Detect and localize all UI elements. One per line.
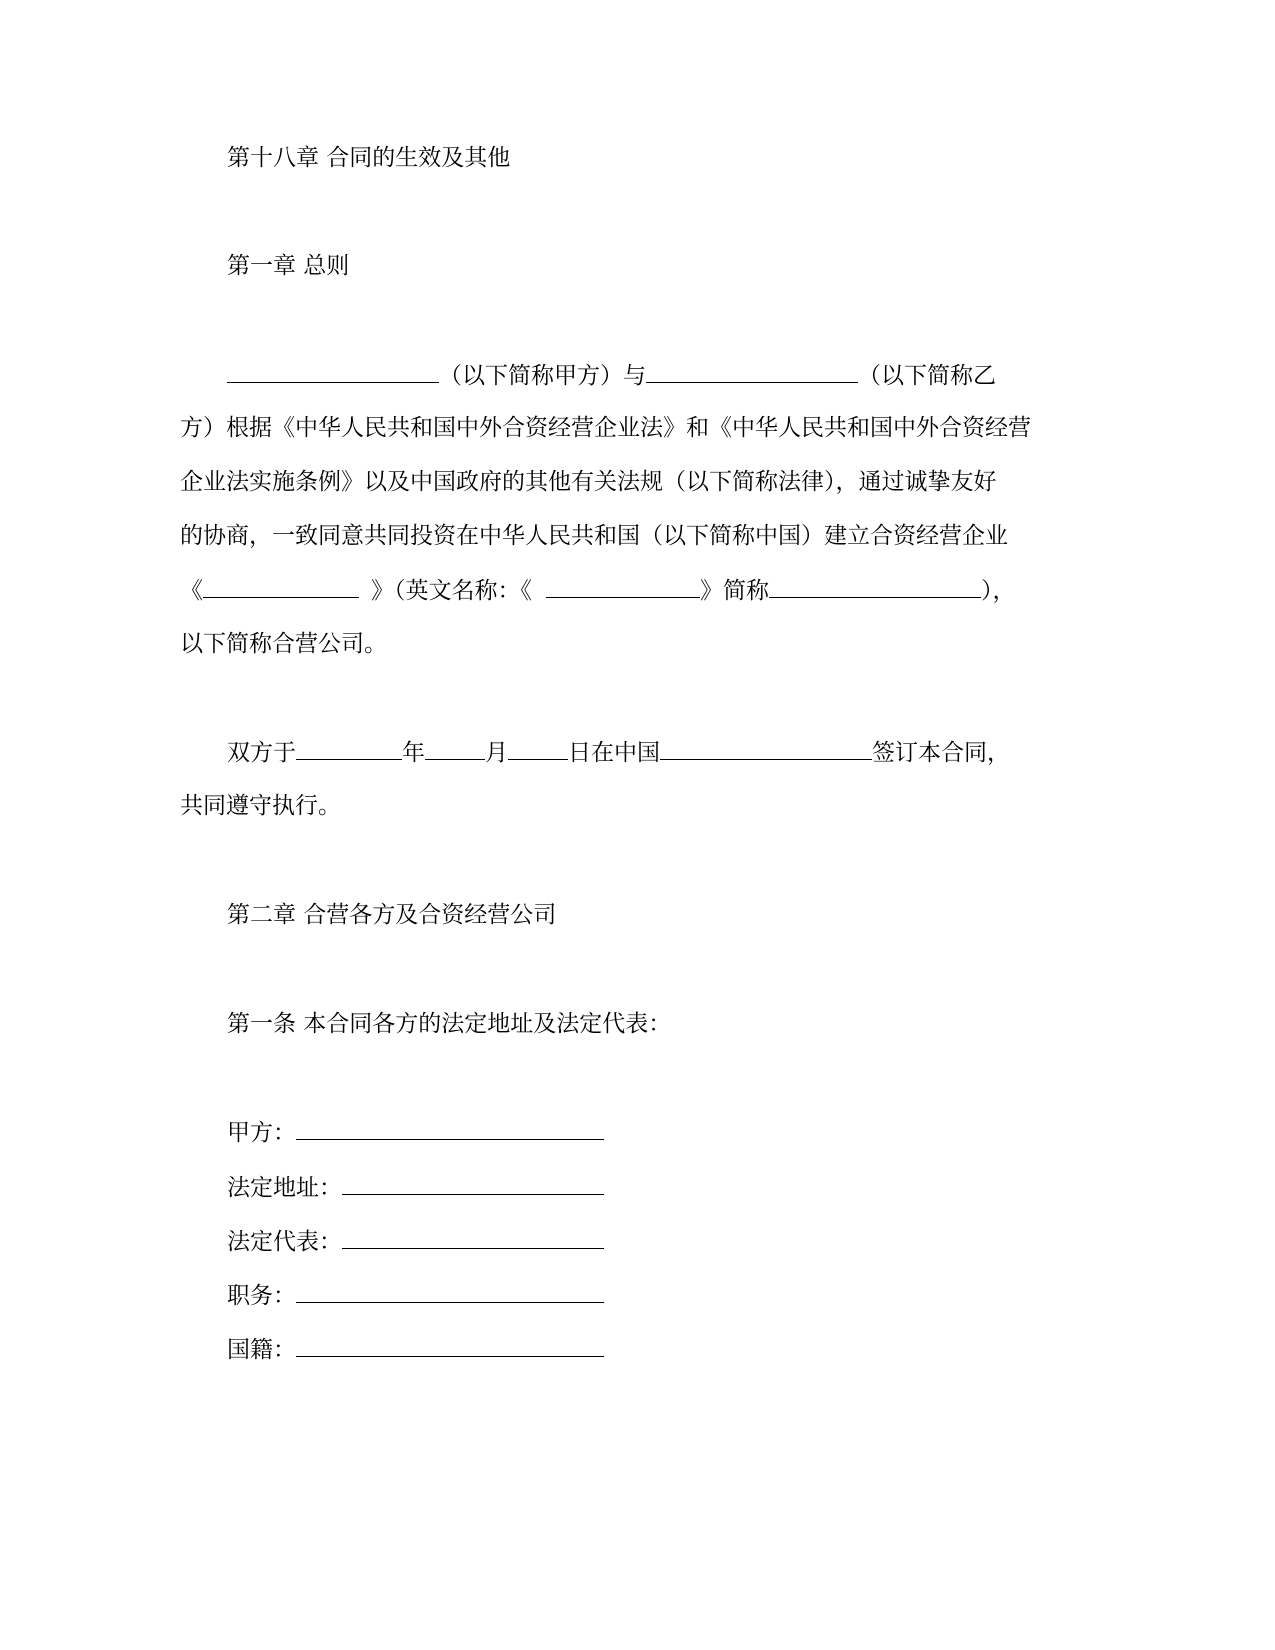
company-chinese-name-blank[interactable] bbox=[203, 575, 359, 598]
text-fragment: 月 bbox=[485, 740, 508, 766]
legal-rep-blank[interactable] bbox=[342, 1226, 604, 1249]
field-label: 甲方： bbox=[227, 1120, 296, 1146]
chapter-1-heading: 第一章 总则 bbox=[227, 253, 350, 279]
paragraph-parties-line-6: 以下简称合营公司。 bbox=[180, 631, 387, 657]
field-label: 国籍： bbox=[227, 1337, 296, 1363]
nationality-blank[interactable] bbox=[296, 1334, 604, 1357]
paragraph-parties-line-3: 企业法实施条例》以及中国政府的其他有关法规（以下简称法律），通过诚挚友好 bbox=[180, 469, 997, 495]
text-fragment: 《 bbox=[180, 578, 203, 604]
paragraph-parties-line-2: 方）根据《中华人民共和国中外合资经营企业法》和《中华人民共和国中外合资经营 bbox=[180, 415, 1031, 441]
field-position bbox=[227, 1280, 604, 1310]
text-fragment: 》简称 bbox=[700, 578, 769, 604]
paragraph-parties-line-1 bbox=[227, 360, 996, 390]
text-fragment: （以下简称乙 bbox=[858, 363, 996, 389]
legal-address-blank[interactable] bbox=[342, 1172, 604, 1195]
party-a-blank[interactable] bbox=[296, 1117, 604, 1140]
field-nationality bbox=[227, 1334, 604, 1364]
position-blank[interactable] bbox=[296, 1280, 604, 1303]
party-b-name-blank[interactable] bbox=[646, 360, 858, 383]
day-blank[interactable] bbox=[508, 737, 568, 760]
month-blank[interactable] bbox=[425, 737, 485, 760]
article-1-heading: 第一条 本合同各方的法定地址及法定代表： bbox=[227, 1011, 672, 1037]
paragraph-signing-line-2: 共同遵守执行。 bbox=[180, 793, 341, 819]
text-fragment: ）， bbox=[981, 578, 1016, 604]
paragraph-parties-line-4: 的协商，一致同意共同投资在中华人民共和国（以下简称中国）建立合资经营企业 bbox=[180, 523, 1008, 549]
signing-place-blank[interactable] bbox=[660, 737, 872, 760]
text-fragment: 签订本合同， bbox=[872, 740, 1010, 766]
company-short-name-blank[interactable] bbox=[769, 575, 981, 598]
text-fragment: 双方于 bbox=[227, 740, 296, 766]
year-blank[interactable] bbox=[296, 737, 402, 760]
text-fragment: 》（英文名称：《 bbox=[371, 578, 532, 604]
field-label: 法定地址： bbox=[227, 1175, 342, 1201]
field-label: 职务： bbox=[227, 1283, 296, 1309]
field-legal-rep bbox=[227, 1226, 604, 1256]
chapter-2-heading: 第二章 合营各方及合资经营公司 bbox=[227, 902, 557, 928]
company-english-name-blank[interactable] bbox=[546, 575, 700, 598]
text-fragment: 日在中国 bbox=[568, 740, 660, 766]
field-label: 法定代表： bbox=[227, 1229, 342, 1255]
paragraph-parties-line-5 bbox=[180, 575, 1016, 605]
chapter-18-heading: 第十八章 合同的生效及其他 bbox=[227, 145, 511, 171]
party-a-name-blank[interactable] bbox=[227, 360, 439, 383]
paragraph-signing-line-1 bbox=[227, 737, 1010, 767]
text-fragment: （以下简称甲方）与 bbox=[439, 363, 646, 389]
field-legal-address bbox=[227, 1172, 604, 1202]
field-party-a bbox=[227, 1117, 604, 1147]
text-fragment: 年 bbox=[402, 740, 425, 766]
